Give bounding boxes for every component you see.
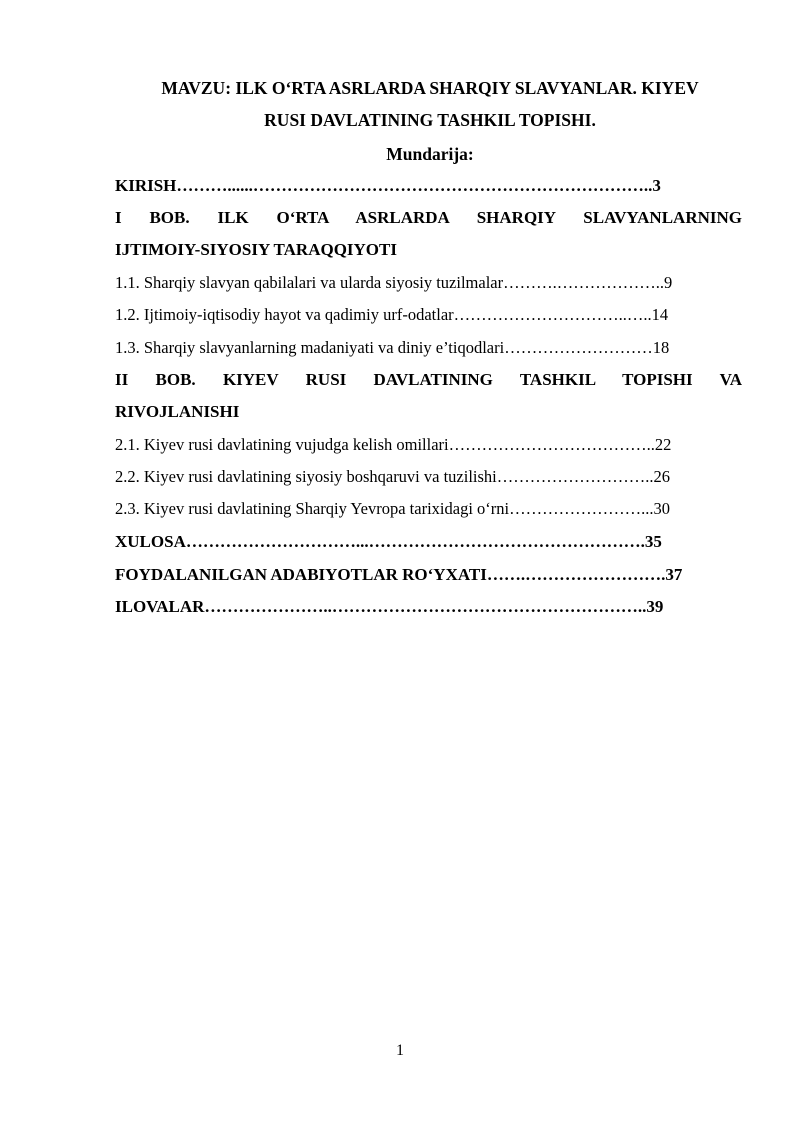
toc-entry-xulosa: XULOSA…………………………...………………………………………….35	[115, 532, 662, 551]
toc-chapter-1-line-1: I BOB. ILK O‘RTA ASRLARDA SHARQIY SLAVYANLARNING	[115, 208, 742, 227]
toc-entry-1-3: 1.3. Sharqiy slavyanlarning madaniyati va diniy e’tiqodlari………………………18	[115, 338, 670, 357]
toc-entry-1-1: 1.1. Sharqiy slavyan qabilalari va ularda siyosiy tuzilmalar……….………………..9	[115, 273, 673, 292]
toc-entry-ilovalar: ILOVALAR…………………..………………………………………………..39	[115, 597, 664, 616]
toc-entry-adabiyotlar: FOYDALANILGAN ADABIYOTLAR RO‘YXATI…….…………………….37	[115, 565, 683, 584]
toc-chapter-2-line-2: RIVOJLANISHI	[115, 402, 240, 421]
toc-entry-2-3: 2.3. Kiyev rusi davlatining Sharqiy Yevropa tarixidagi o‘rni……………………...30	[115, 499, 670, 518]
toc-entry-1-2: 1.2. Ijtimoiy-iqtisodiy hayot va qadimiy urf-odatlar…………………………..…..14	[115, 305, 669, 324]
document-title-line-2: RUSI DAVLATINING TASHKIL TOPISHI.	[264, 110, 596, 130]
toc-entry-2-1: 2.1. Kiyev rusi davlatining vujudga kelish omillari………………………………..22	[115, 435, 672, 454]
toc-chapter-2-line-1: II BOB. KIYEV RUSI DAVLATINING TASHKIL TOPISHI VA	[115, 370, 742, 389]
toc-heading: Mundarija:	[386, 144, 474, 164]
toc-entry-kirish: KIRISH………......……………………………………………………………..3	[115, 176, 661, 195]
toc-chapter-1-line-2: IJTIMOIY-SIYOSIY TARAQQIYOTI	[115, 240, 397, 259]
document-title-line-1: MAVZU: ILK O‘RTA ASRLARDA SHARQIY SLAVYANLAR. KIYEV	[161, 78, 699, 98]
page-number: 1	[396, 1042, 404, 1059]
toc-entry-2-2: 2.2. Kiyev rusi davlatining siyosiy boshqaruvi va tuzilishi………………………..26	[115, 467, 671, 486]
